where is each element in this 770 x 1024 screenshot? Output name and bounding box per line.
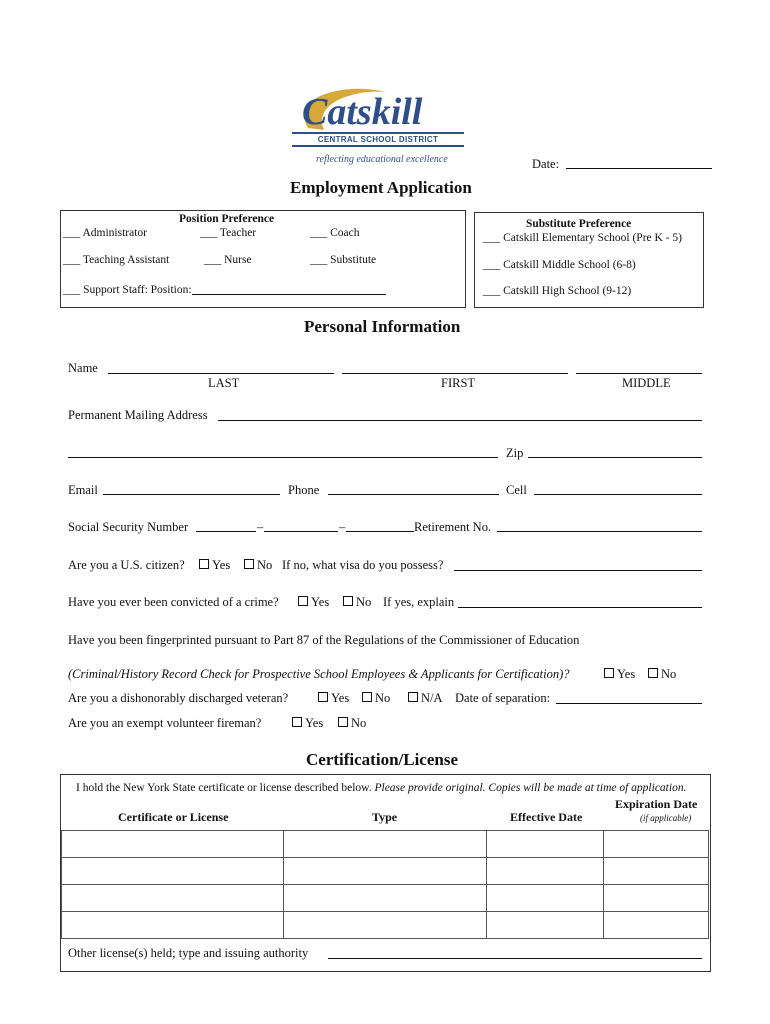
name-label: Name <box>68 361 98 375</box>
table-row <box>62 858 709 885</box>
table-cell[interactable] <box>604 885 709 912</box>
table-cell[interactable] <box>604 858 709 885</box>
middle-label: MIDDLE <box>622 376 671 390</box>
veteran-yes-option[interactable] <box>318 691 349 706</box>
citizen-question: Are you a U.S. citizen? <box>68 558 185 572</box>
mailing-address-field-1[interactable] <box>218 420 702 421</box>
substitute-option-elementary[interactable]: ___ Catskill Elementary School (Pre K - 5) <box>483 232 682 244</box>
ssn-field-2[interactable] <box>264 531 338 532</box>
checkbox-icon[interactable] <box>362 692 372 702</box>
position-option-support-staff[interactable]: ___ Support Staff: Position: <box>63 284 192 296</box>
veteran-no-option[interactable] <box>362 691 390 706</box>
position-option-substitute[interactable]: ___ Substitute <box>310 254 377 266</box>
checkbox-icon[interactable] <box>338 717 348 727</box>
substitute-option-middle[interactable]: ___ Catskill Middle School (6-8) <box>483 259 636 271</box>
table-cell[interactable] <box>284 831 487 858</box>
certification-heading: Certification/License <box>306 750 459 769</box>
first-label: FIRST <box>441 376 476 390</box>
checkbox-icon[interactable] <box>343 596 353 606</box>
fingerprint-yes-option[interactable] <box>604 667 635 682</box>
middle-name-field[interactable] <box>576 373 702 374</box>
zip-label: Zip <box>506 446 524 460</box>
fireman-yes-option[interactable] <box>292 716 323 731</box>
certification-table <box>61 830 709 939</box>
position-option-teacher[interactable]: ___ Teacher <box>200 227 257 239</box>
certification-intro-italic: Please provide original. Copies will be made at time of application. <box>374 782 687 794</box>
position-preference-heading: Position Preference <box>179 213 275 225</box>
veteran-na-option[interactable] <box>408 691 443 706</box>
date-field[interactable] <box>566 168 712 169</box>
logo-banner <box>292 132 464 147</box>
substitute-option-high[interactable]: ___ Catskill High School (9-12) <box>483 285 632 297</box>
col-header-certificate: Certificate or License <box>118 810 229 824</box>
fireman-question: Are you an exempt volunteer fireman? <box>68 716 262 730</box>
checkbox-icon[interactable] <box>298 596 308 606</box>
last-name-field[interactable] <box>108 373 334 374</box>
email-field[interactable] <box>103 494 280 495</box>
visa-question: If no, what visa do you possess? <box>282 558 444 572</box>
col-header-expiration-note: (if applicable) <box>640 813 692 823</box>
date-label: Date: <box>532 157 560 171</box>
crime-yes-option[interactable] <box>298 595 329 610</box>
crime-question: Have you ever been convicted of a crime? <box>68 595 279 609</box>
fireman-no-option[interactable] <box>338 716 366 731</box>
no-label: No <box>375 691 391 705</box>
na-label: N/A <box>421 691 443 705</box>
table-cell[interactable] <box>62 858 284 885</box>
svg-text:Catskill: Catskill <box>302 91 423 133</box>
last-label: LAST <box>208 376 240 390</box>
support-staff-position-field[interactable] <box>192 294 386 295</box>
mailing-address-label: Permanent Mailing Address <box>68 408 208 422</box>
fingerprint-question: Have you been fingerprinted pursuant to Part 87 of the Regulations of the Commissioner of Education <box>68 633 580 647</box>
yes-label: Yes <box>305 716 324 730</box>
ssn-dash-2: – <box>339 520 346 534</box>
substitute-preference-heading: Substitute Preference <box>526 218 632 230</box>
zip-field[interactable] <box>528 457 702 458</box>
certification-intro-plain: I hold the New York State certificate or license described below. <box>76 782 372 794</box>
cell-label: Cell <box>506 483 527 497</box>
yes-label: Yes <box>311 595 330 609</box>
citizen-no-option[interactable] <box>244 558 272 573</box>
table-cell[interactable] <box>62 831 284 858</box>
table-cell[interactable] <box>62 885 284 912</box>
table-cell[interactable] <box>604 912 709 939</box>
position-option-administrator[interactable]: ___ Administrator <box>63 227 148 239</box>
table-row <box>62 912 709 939</box>
table-cell[interactable] <box>604 831 709 858</box>
mailing-address-field-2[interactable] <box>68 457 498 458</box>
no-label: No <box>661 667 677 681</box>
no-label: No <box>351 716 367 730</box>
yes-label: Yes <box>617 667 636 681</box>
explain-field[interactable] <box>458 607 702 608</box>
yes-label: Yes <box>212 558 231 572</box>
page-title: Employment Application <box>290 178 472 197</box>
retirement-field[interactable] <box>497 531 702 532</box>
email-label: Email <box>68 483 98 497</box>
cell-field[interactable] <box>534 494 702 495</box>
logo-banner-text: CENTRAL SCHOOL DISTRICT <box>317 135 439 144</box>
separation-label: Date of separation: <box>455 691 551 705</box>
table-cell[interactable] <box>284 912 487 939</box>
checkbox-icon[interactable] <box>199 559 209 569</box>
ssn-field-3[interactable] <box>346 531 414 532</box>
retirement-label: Retirement No. <box>414 520 492 534</box>
ssn-field-1[interactable] <box>196 531 256 532</box>
table-cell[interactable] <box>487 831 604 858</box>
no-label: No <box>257 558 273 572</box>
phone-label: Phone <box>288 483 320 497</box>
separation-date-field[interactable] <box>556 703 702 704</box>
table-row <box>62 831 709 858</box>
position-option-coach[interactable]: ___ Coach <box>310 227 360 239</box>
phone-field[interactable] <box>328 494 499 495</box>
position-option-nurse[interactable]: ___ Nurse <box>204 254 252 266</box>
veteran-question: Are you a dishonorably discharged veteran? <box>68 691 289 705</box>
district-logo <box>290 86 466 170</box>
table-cell[interactable] <box>487 912 604 939</box>
logo-tagline: reflecting educational excellence <box>316 154 448 165</box>
explain-label: If yes, explain <box>383 595 455 609</box>
other-license-field[interactable] <box>328 958 702 959</box>
crime-no-option[interactable] <box>343 595 371 610</box>
other-license-label: Other license(s) held; type and issuing authority <box>68 946 309 960</box>
ssn-label: Social Security Number <box>68 520 189 534</box>
table-cell[interactable] <box>62 912 284 939</box>
fingerprint-no-option[interactable] <box>648 667 676 682</box>
col-header-effective: Effective Date <box>510 810 583 824</box>
citizen-yes-option[interactable] <box>199 558 230 573</box>
no-label: No <box>356 595 372 609</box>
certification-intro <box>76 782 686 794</box>
table-row <box>62 885 709 912</box>
col-header-type: Type <box>372 810 398 824</box>
fingerprint-subtext: (Criminal/History Record Check for Prospective School Employees & Applicants for Certification)? <box>68 667 570 681</box>
checkbox-icon[interactable] <box>292 717 302 727</box>
table-cell[interactable] <box>284 885 487 912</box>
checkbox-icon[interactable] <box>648 668 658 678</box>
checkbox-icon[interactable] <box>408 692 418 702</box>
yes-label: Yes <box>331 691 350 705</box>
ssn-dash-1: – <box>257 520 264 534</box>
table-cell[interactable] <box>487 885 604 912</box>
personal-info-heading: Personal Information <box>304 317 461 336</box>
first-name-field[interactable] <box>342 373 568 374</box>
table-cell[interactable] <box>284 858 487 885</box>
visa-field[interactable] <box>454 570 702 571</box>
table-cell[interactable] <box>487 858 604 885</box>
col-header-expiration: Expiration Date <box>615 797 698 811</box>
position-option-teaching-assistant[interactable]: ___ Teaching Assistant <box>63 254 170 266</box>
checkbox-icon[interactable] <box>244 559 254 569</box>
checkbox-icon[interactable] <box>318 692 328 702</box>
checkbox-icon[interactable] <box>604 668 614 678</box>
